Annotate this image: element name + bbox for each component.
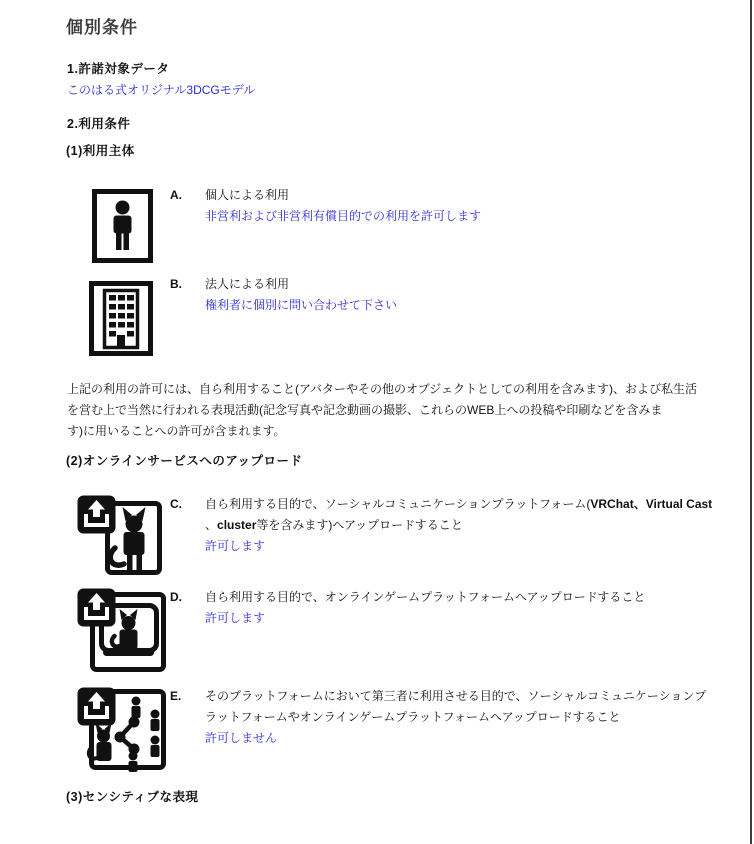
license-item-c	[170, 494, 712, 557]
item-a-status: 非営利および非営利有償目的での利用を許可します	[205, 209, 482, 223]
upload-game-platform-icon	[76, 587, 170, 675]
item-d-label: D.	[170, 590, 182, 604]
item-c-status: 許可します	[205, 539, 266, 553]
upload-third-party-share-icon	[76, 686, 170, 774]
page-title: 個別条件	[66, 18, 138, 37]
item-e-status: 許可しません	[205, 731, 278, 745]
item-a-title: 個人による利用	[205, 188, 290, 202]
person-icon	[92, 189, 153, 263]
licensed-data-link[interactable]: このはる式オリジナル3DCGモデル	[67, 83, 256, 97]
item-e-line2: ラットフォームやオンラインゲームプラットフォームへアップロードすること	[205, 710, 621, 724]
usage-permission-note	[67, 379, 697, 442]
license-item-a	[170, 185, 481, 227]
license-item-d	[170, 587, 645, 629]
building-icon	[89, 281, 153, 356]
item-e-line1: そのプラットフォームにおいて第三者に利用させる目的で、ソーシャルコミュニケーションプ	[205, 689, 707, 703]
license-item-e	[170, 686, 706, 749]
subsection-usage-subject-heading: (1)利用主体	[66, 144, 135, 158]
item-b-label: B.	[170, 277, 182, 291]
note-line: を営む上で当然に行われる表現活動(記念写真や記念動画の撮影、これらのWEB上への投稿や印刷などを含みま	[67, 403, 663, 417]
item-b-title: 法人による利用	[205, 277, 290, 291]
item-c-line1: 自ら利用する目的で、ソーシャルコミュニケーションプラットフォーム(VRChat、Virtual Cast	[205, 497, 713, 511]
item-e-label: E.	[170, 689, 182, 703]
section-2-heading: 2.利用条件	[67, 117, 131, 131]
note-line: す)に用いることへの許可が含まれます。	[67, 424, 286, 438]
subsection-sensitive-heading: (3)センシティブな表現	[66, 790, 199, 804]
item-a-label: A.	[170, 188, 182, 202]
note-line: 上記の利用の許可には、自ら利用すること(アバターやその他のオブジェクトとしての利用を含みます)、および私生活	[67, 382, 697, 396]
subsection-upload-heading: (2)オンラインサービスへのアップロード	[66, 454, 303, 468]
item-d-status: 許可します	[205, 611, 266, 625]
item-d-line1: 自ら利用する目的で、オンラインゲームプラットフォームへアップロードすること	[205, 590, 646, 604]
license-item-b	[170, 274, 397, 316]
item-b-status: 権利者に個別に問い合わせて下さい	[205, 298, 398, 312]
upload-avatar-social-icon	[76, 494, 166, 582]
section-1-heading: 1.許諾対象データ	[67, 62, 170, 76]
item-c-label: C.	[170, 497, 182, 511]
item-c-line2: 、cluster等を含みます)へアップロードすること	[205, 518, 463, 532]
page-right-border	[750, 0, 752, 844]
